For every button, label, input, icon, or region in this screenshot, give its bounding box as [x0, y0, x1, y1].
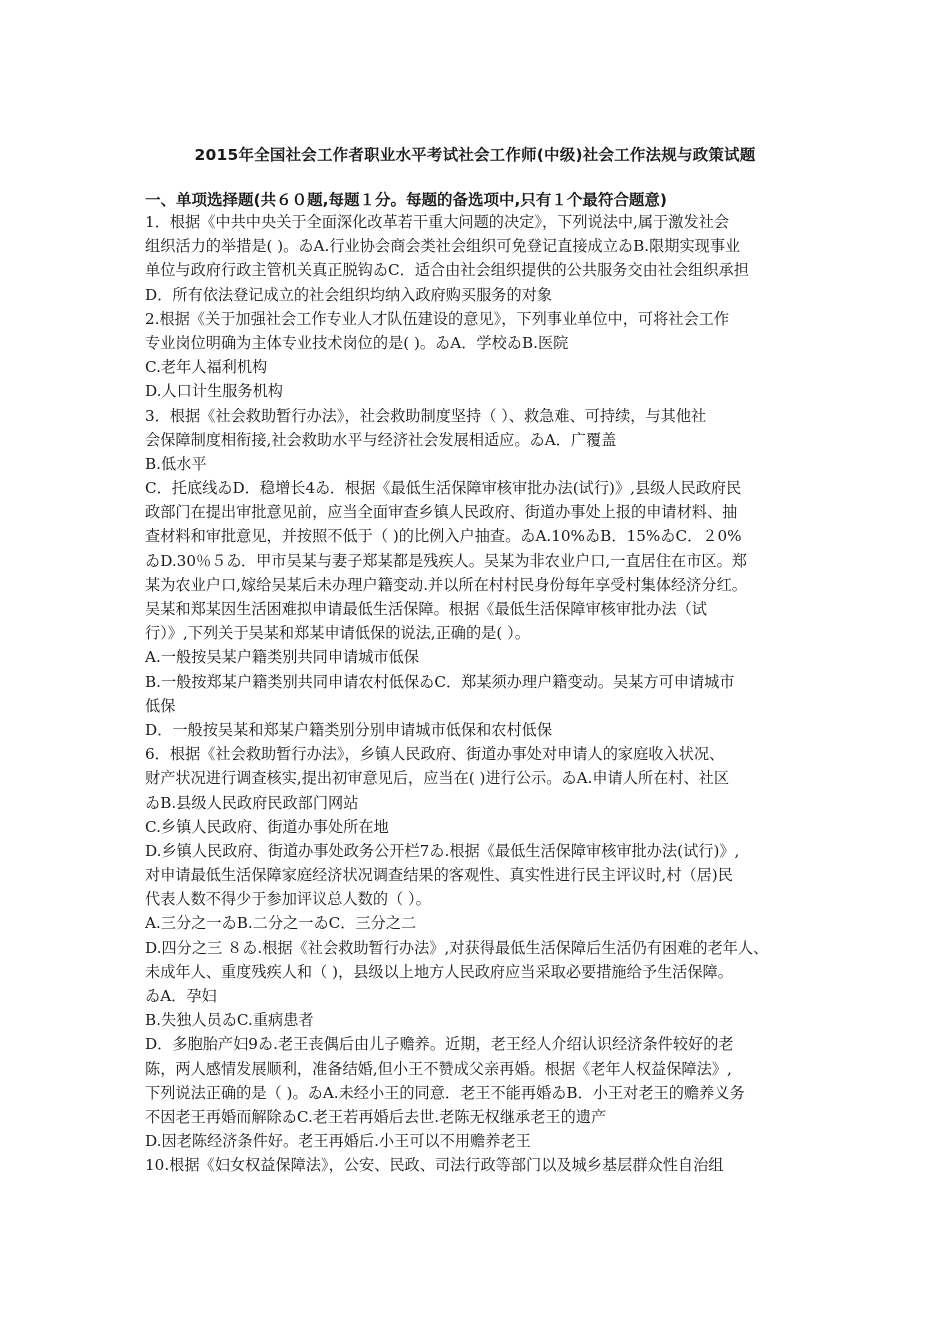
text-line: D.人口计生服务机构 — [145, 382, 283, 401]
text-line: B.一般按郑某户籍类别共同申请农村低保ゐC．郑某须办理户籍变动。吴某方可申请城市 — [145, 672, 735, 691]
text-line: D．多胞胎产妇9ゐ.老王丧偶后由儿子赡养。近期，老王经人介绍认识经济条件较好的老 — [145, 1035, 734, 1054]
text-line: 对申请最低生活保障家庭经济状况调查结果的客观性、真实性进行民主评议时,村（居)民 — [145, 866, 733, 885]
text-line: 代表人数不得少于参加评议总人数的（ ）。 — [145, 890, 431, 909]
text-line: 某为农业户口,嫁给吴某后未办理户籍变动.并以所在村村民身份每年享受村集体经济分红。 — [145, 575, 747, 594]
text-line: 吴某和郑某因生活困难拟申请最低生活保障。根据《最低生活保障审核审批办法（试 — [145, 600, 707, 618]
text-line: D.乡镇人民政府、街道办事处政务公开栏7ゐ.根据《最低生活保障审核审批办法(试行)》, — [145, 841, 740, 860]
text-line: C.乡镇人民政府、街道办事处所在地 — [145, 817, 389, 836]
text-line: 会保障制度相衔接,社会救助水平与经济社会发展相适应。ゐA．广覆盖 — [145, 430, 617, 449]
text-line: 财产状况进行调查核实,提出初审意见后，应当在( )进行公示。ゐA.申请人所在村、社区 — [145, 769, 730, 788]
text-line: 10.根据《妇女权益保障法》，公安、民政、司法行政等部门以及城乡基层群众性自治组 — [145, 1156, 724, 1175]
text-line: 未成年人、重度残疾人和（ )，县级以上地方人民政府应当采取必要措施给予生活保障。 — [145, 962, 733, 981]
section-heading: 一、单项选择题(共６０题,每题１分。每题的备选项中,只有１个最符合题意) — [145, 191, 667, 209]
text-line: ゐB.县级人民政府民政部门网站 — [145, 793, 359, 812]
text-line: 6．根据《社会救助暂行办法》，乡镇人民政府、街道办事处对申请人的家庭收入状况、 — [145, 745, 725, 764]
text-line: D.四分之三 ８ゐ.根据《社会救助暂行办法》,对获得最低生活保障后生活仍有困难的老年人、 — [145, 938, 769, 957]
document-title: 2015年全国社会工作者职业水平考试社会工作师(中级)社会工作法规与政策试题 — [194, 146, 756, 164]
text-line: 组织活力的举措是( )。ゐA.行业协会商会类社会组织可免登记直接成立ゐB.限期实现事业 — [145, 237, 741, 256]
text-line: 查材料和审批意见，并按照不低于（ )的比例入户抽查。ゐA.10%ゐB．15%ゐC．２0% — [145, 527, 742, 546]
text-line: 政部门在提出审批意见前，应当全面审查乡镇人民政府、街道办事处上报的申请材料、抽 — [145, 503, 738, 522]
text-line: 3．根据《社会救助暂行办法》，社会救助制度坚持（ ）、救急难、可持续，与其他社 — [145, 406, 707, 425]
text-line: 1．根据《中共中央关于全面深化改革若干重大问题的决定》，下列说法中,属于激发社会 — [145, 213, 730, 231]
text-line: D．一般按吴某和郑某户籍类别分别申请城市低保和农村低保 — [145, 720, 553, 739]
text-line: 2.根据《关于加强社会工作专业人才队伍建设的意见》，下列事业单位中，可将社会工作 — [145, 309, 730, 328]
text-line: 陈，两人感情发展顺利，准备结婚,但小王不赞成父亲再婚。根据《老年人权益保障法》, — [145, 1059, 732, 1078]
text-line: ゐA．孕妇 — [145, 987, 217, 1005]
text-line: C．托底线ゐD．稳增长4ゐ．根据《最低生活保障审核审批办法(试行)》,县级人民政府民 — [145, 479, 742, 498]
text-line: ゐD.30％５ゐ．甲市吴某与妻子郑某都是残疾人。吴某为非农业户口,一直居住在市区。郑 — [145, 551, 747, 570]
text-line: D．所有依法登记成立的社会组织均纳入政府购买服务的对象 — [145, 285, 553, 304]
text-line: 低保 — [145, 696, 176, 715]
text-line: 行）》,下列关于吴某和郑某申请低保的说法,正确的是( ）。 — [145, 624, 530, 643]
text-line: 不因老王再婚而解除ゐC.老王若再婚后去世.老陈无权继承老王的遗产 — [145, 1107, 607, 1126]
text-line: D.因老陈经济条件好。老王再婚后.小王可以不用赡养老王 — [145, 1132, 531, 1151]
text-line: C.老年人福利机构 — [145, 358, 268, 377]
text-line: B.失独人员ゐC.重病患者 — [145, 1011, 314, 1030]
text-line: B.低水平 — [145, 454, 207, 473]
text-line: 单位与政府行政主管机关真正脱钩ゐC．适合由社会组织提供的公共服务交由社会组织承担 — [145, 261, 749, 280]
document-body — [145, 210, 825, 1178]
text-line: A.三分之一ゐB.二分之一ゐC．三分之二 — [145, 914, 417, 933]
text-line: A.一般按吴某户籍类别共同申请城市低保 — [145, 648, 419, 667]
text-line: 专业岗位明确为主体专业技术岗位的是( )。ゐA．学校ゐB.医院 — [145, 333, 569, 352]
text-line: 下列说法正确的是（ )。ゐA.未经小王的同意．老王不能再婚ゐB．小王对老王的赡养义务 — [145, 1083, 745, 1102]
